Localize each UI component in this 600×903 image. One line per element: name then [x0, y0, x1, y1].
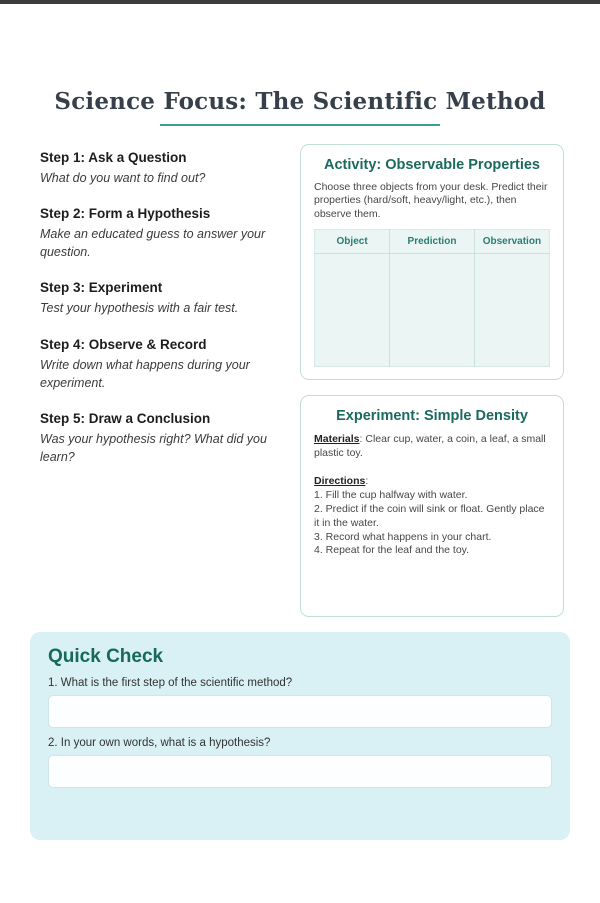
steps-list: [40, 144, 286, 617]
step-item: [40, 150, 286, 187]
materials-line: [314, 432, 550, 460]
step-item: [40, 280, 286, 317]
observation-table: [314, 229, 550, 367]
column-header-prediction: Prediction: [390, 230, 475, 254]
quick-check-title: Quick Check: [48, 646, 164, 668]
table-row: [315, 254, 550, 367]
page-title: Science Focus: The Scientific Method: [54, 88, 546, 115]
step-title: Step 4: Observe & Record: [40, 336, 207, 352]
step-item: [40, 337, 286, 392]
step-title: Step 3: Experiment: [40, 280, 163, 296]
column-header-observation: Observation: [474, 230, 549, 254]
step-title: Step 1: Ask a Question: [40, 150, 187, 165]
step-description: Make an educated guess to answer your question.: [40, 227, 266, 260]
answer-1-input[interactable]: [48, 695, 552, 728]
top-border: [0, 0, 600, 4]
main-content: [40, 144, 564, 617]
experiment-panel: [300, 395, 564, 617]
activity-instructions: Choose three objects from your desk. Predict their properties (hard/soft, heavy/light, etc.), then observe them.: [314, 181, 548, 220]
step-description: Test your hypothesis with a fair test.: [40, 301, 239, 316]
question-2-label: 2. In your own words, what is a hypothesis?: [48, 737, 271, 750]
experiment-title: Experiment: Simple Density: [336, 408, 528, 425]
materials-text: : Clear cup, water, a coin, a leaf, a small plastic toy.: [314, 433, 546, 460]
step-item: [40, 411, 286, 466]
direction-line: 1. Fill the cup halfway with water.: [314, 488, 468, 501]
step-description: Was your hypothesis right? What did you learn?: [40, 431, 267, 464]
activity-panel: [300, 144, 564, 380]
direction-line: 2. Predict if the coin will sink or float. Gently place it in the water.: [314, 502, 545, 529]
directions-colon: :: [365, 474, 369, 487]
table-cell-observation: [474, 254, 549, 367]
materials-label: Materials: [314, 433, 360, 446]
side-panels: [300, 144, 564, 617]
question-1-label: 1. What is the first step of the scientific method?: [48, 677, 293, 690]
step-title: Step 5: Draw a Conclusion: [40, 410, 211, 426]
table-cell-object: [315, 254, 390, 367]
table-cell-prediction: [390, 254, 475, 367]
step-title: Step 2: Form a Hypothesis: [40, 206, 211, 222]
step-item: [40, 206, 286, 261]
table-header-row: [315, 230, 550, 254]
direction-line: 4. Repeat for the leaf and the toy.: [314, 544, 470, 557]
title-underline: [160, 124, 440, 126]
activity-title: Activity: Observable Properties: [324, 157, 540, 173]
direction-line: 3. Record what happens in your chart.: [314, 530, 492, 543]
step-description: Write down what happens during your experiment.: [40, 357, 250, 390]
answer-2-input[interactable]: [48, 755, 552, 788]
column-header-object: Object: [315, 230, 390, 254]
step-description: What do you want to find out?: [40, 171, 206, 185]
quick-check-section: [30, 632, 570, 840]
directions-head: [314, 475, 550, 487]
directions-label: Directions: [314, 474, 366, 487]
